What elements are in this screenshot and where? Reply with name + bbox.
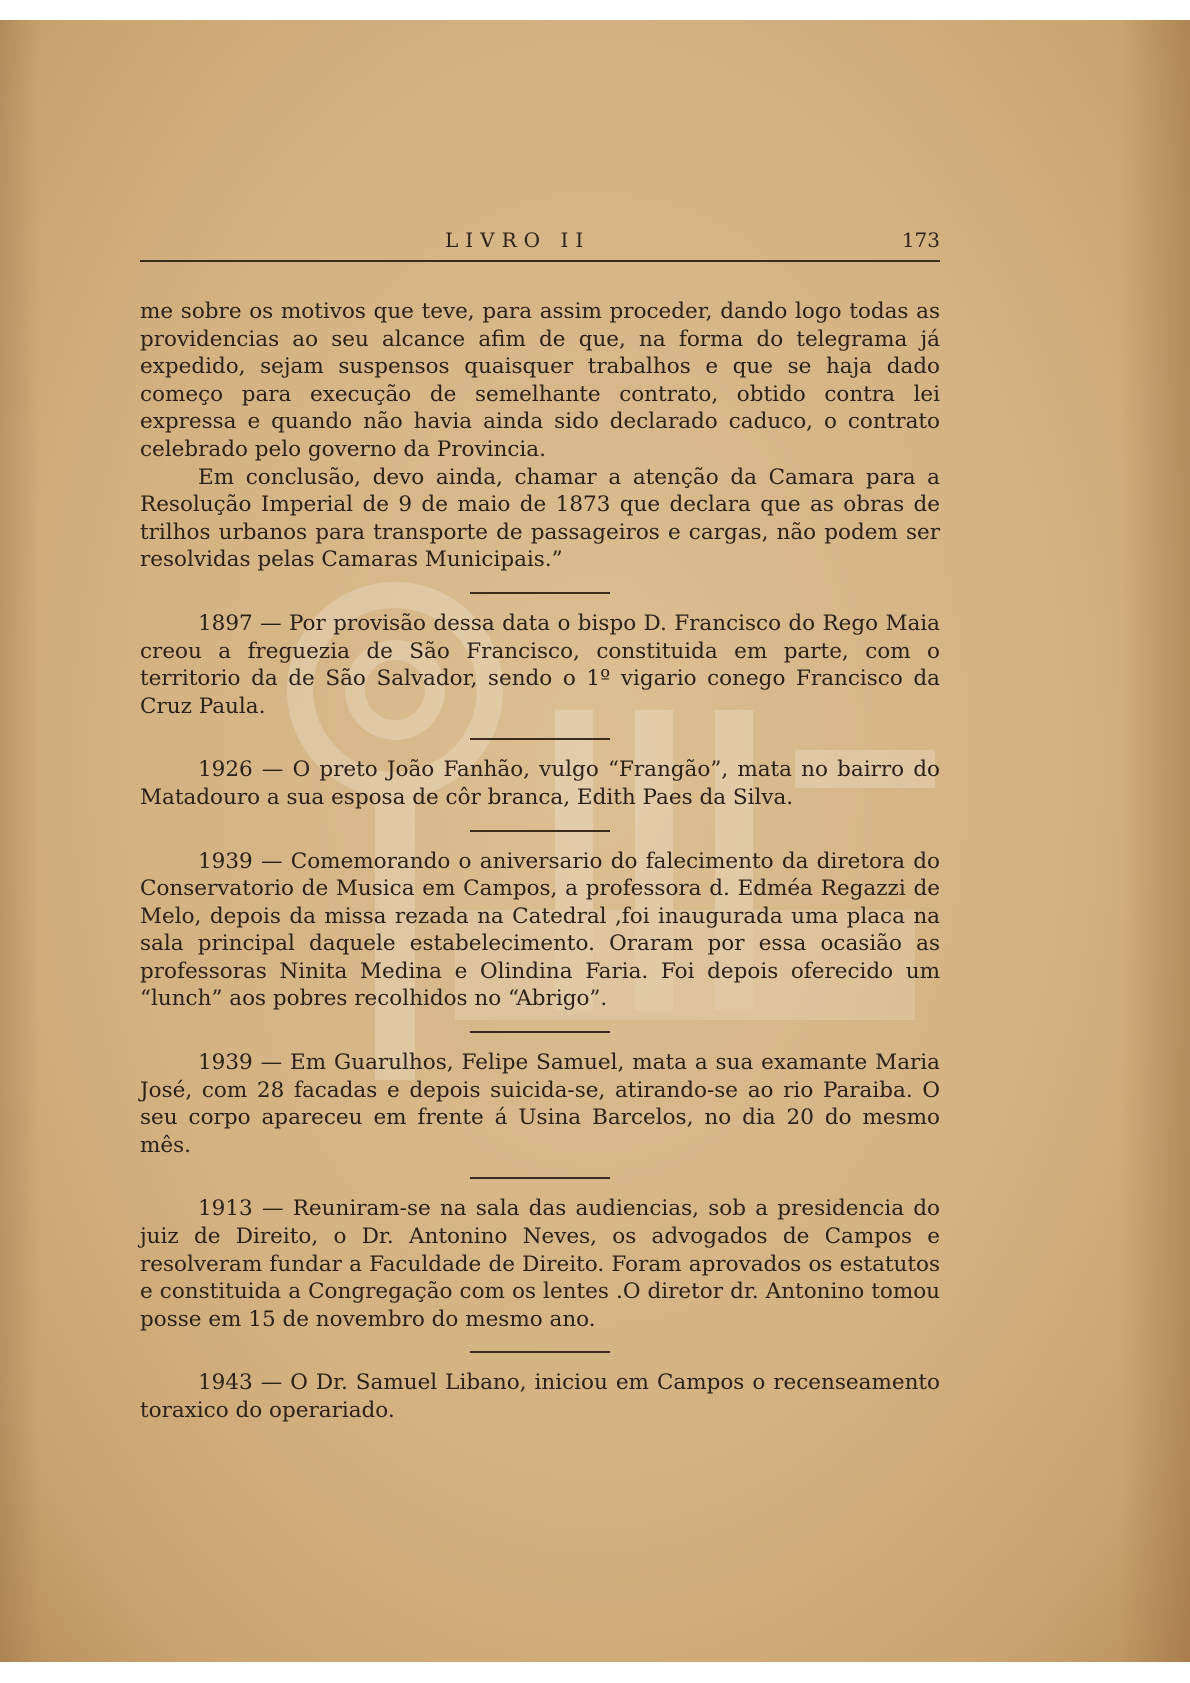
section-separator	[470, 1031, 610, 1033]
book-page	[0, 20, 1190, 1662]
entry-1897: 1897 — Por provisão dessa data o bispo D. Francisco do Rego Maia creou a freguezia de São Francisco, constituida em parte, com o territorio da de São Salvador, sendo o 1º vigario conego Francisco da Cruz Paula.	[140, 610, 940, 719]
entry-1939-conservatorio: 1939 — Comemorando o aniversario do falecimento da diretora do Conservatorio de Musica em Campos, a professora d. Edméa Regazzi de Melo, depois da missa rezada na Catedral ,foi inaugurada uma placa na sala principal daquele estabelecimento. Oraram por essa ocasião as professoras Ninita Medina e Olindina Faria. Foi depois oferecido um “lunch” aos pobres recolhidos no “Abrigo”.	[140, 848, 940, 1012]
entry-1939-guarulhos: 1939 — Em Guarulhos, Felipe Samuel, mata a sua examante Maria José, com 28 facadas e depois suicida-se, atirando-se ao rio Paraiba. O seu corpo apareceu em frente á Usina Barcelos, no dia 20 do mesmo mês.	[140, 1050, 940, 1158]
page-number: 173	[901, 228, 940, 252]
section-separator	[470, 1177, 610, 1179]
header-rule	[140, 260, 940, 262]
entry-1913: 1913 — Reuniram-se na sala das audiencias, sob a presidencia do juiz de Direito, o Dr. Antonino Neves, os advogados de Campos e resolveram fundar a Faculdade de Direito. Foram aprovados os estatutos e constituida a Congregação com os lentes .O diretor dr. Antonino tomou posse em 15 de novembro do mesmo ano.	[140, 1196, 940, 1332]
paragraph-conclusion: Em conclusão, devo ainda, chamar a atenção da Camara para a Resolução Imperial de 9 de maio de 1873 que declara que as obras de trilhos urbanos para transporte de passageiros e cargas, não podem ser resolvidas pelas Camaras Municipais.”	[140, 464, 940, 573]
entry-1943: 1943 — O Dr. Samuel Libano, iniciou em Campos o recenseamento toraxico do operariado.	[140, 1370, 940, 1423]
page-body	[140, 298, 940, 1425]
running-header	[140, 228, 940, 268]
section-separator	[470, 1351, 610, 1353]
section-separator	[470, 592, 610, 594]
paragraph-continuation: me sobre os motivos que teve, para assim proceder, dando logo todas as providencias ao seu alcance afim de que, na forma do telegrama já expedido, sejam suspensos quaisquer trabalhos e que se haja dado começo para execução de semelhante contrato, obtido contra lei expressa e quando não havia ainda sido declarado caduco, o contrato celebrado pelo governo da Provincia.	[140, 299, 940, 462]
running-title: LIVRO II	[445, 228, 591, 252]
section-separator	[470, 738, 610, 740]
section-separator	[470, 830, 610, 832]
entry-1926: 1926 — O preto João Fanhão, vulgo “Frangão”, mata no bairro do Matadouro a sua esposa de côr branca, Edith Paes da Silva.	[140, 757, 940, 810]
